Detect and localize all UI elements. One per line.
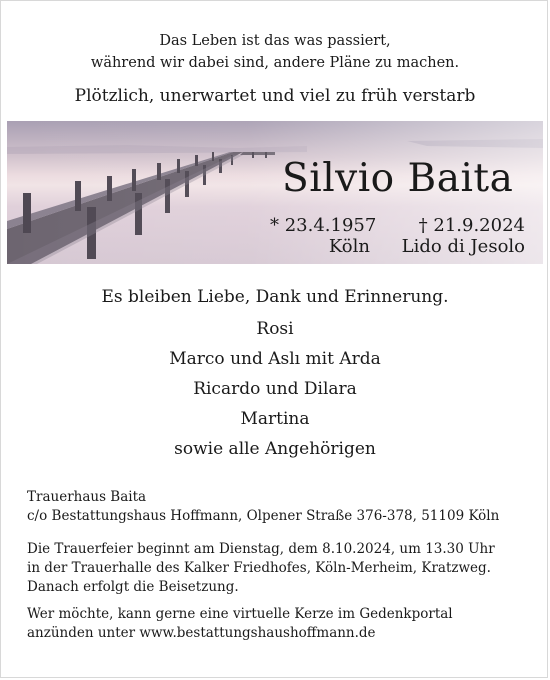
- mourners-lead: Es bleiben Liebe, Dank und Erinnerung.: [101, 287, 449, 307]
- birth-block: [270, 215, 377, 257]
- memorial-portal-note: [27, 605, 527, 643]
- deceased-name: Silvio Baita: [282, 156, 514, 201]
- mourner-name: Martina: [240, 409, 310, 429]
- birth-date: * 23.4.1957: [270, 215, 377, 236]
- ceremony-line: Die Trauerfeier beginnt am Dienstag, dem 8.10.2024, um 13.30 Uhr: [27, 541, 495, 557]
- portal-line: anzünden unter www.bestattungshaushoffmann.de: [27, 625, 376, 641]
- portal-line: Wer möchte, kann gerne eine virtuelle Kerze im Gedenkportal: [27, 606, 453, 622]
- death-place: Lido di Jesolo: [401, 236, 525, 257]
- mourning-address: [27, 488, 527, 526]
- ceremony-line: in der Trauerhalle des Kalker Friedhofes, Köln-Merheim, Kratzweg.: [27, 560, 491, 576]
- ceremony-details: [27, 540, 527, 597]
- ceremony-line: Danach erfolgt die Beisetzung.: [27, 579, 239, 595]
- death-block: [395, 215, 525, 257]
- mourners-block: [0, 284, 550, 464]
- quote-line: Das Leben ist das was passiert,: [159, 33, 391, 49]
- mourner-name: Rosi: [256, 319, 294, 339]
- birth-place: Köln: [328, 236, 370, 257]
- mourner-name: Marco und Aslı mit Arda: [169, 349, 381, 369]
- quote-line: während wir dabei sind, andere Pläne zu machen.: [90, 55, 460, 71]
- address-line: c/o Bestattungshaus Hoffmann, Olpener Straße 376-378, 51109 Köln: [27, 508, 500, 524]
- death-date: † 21.9.2024: [418, 215, 525, 236]
- address-line: Trauerhaus Baita: [27, 489, 147, 505]
- info-block: [27, 488, 527, 657]
- mourner-name: Ricardo und Dilara: [193, 379, 357, 399]
- mourner-name: sowie alle Angehörigen: [174, 439, 376, 459]
- headline: Plötzlich, unerwartet und viel zu früh verstarb: [74, 86, 476, 106]
- quote: [0, 30, 550, 74]
